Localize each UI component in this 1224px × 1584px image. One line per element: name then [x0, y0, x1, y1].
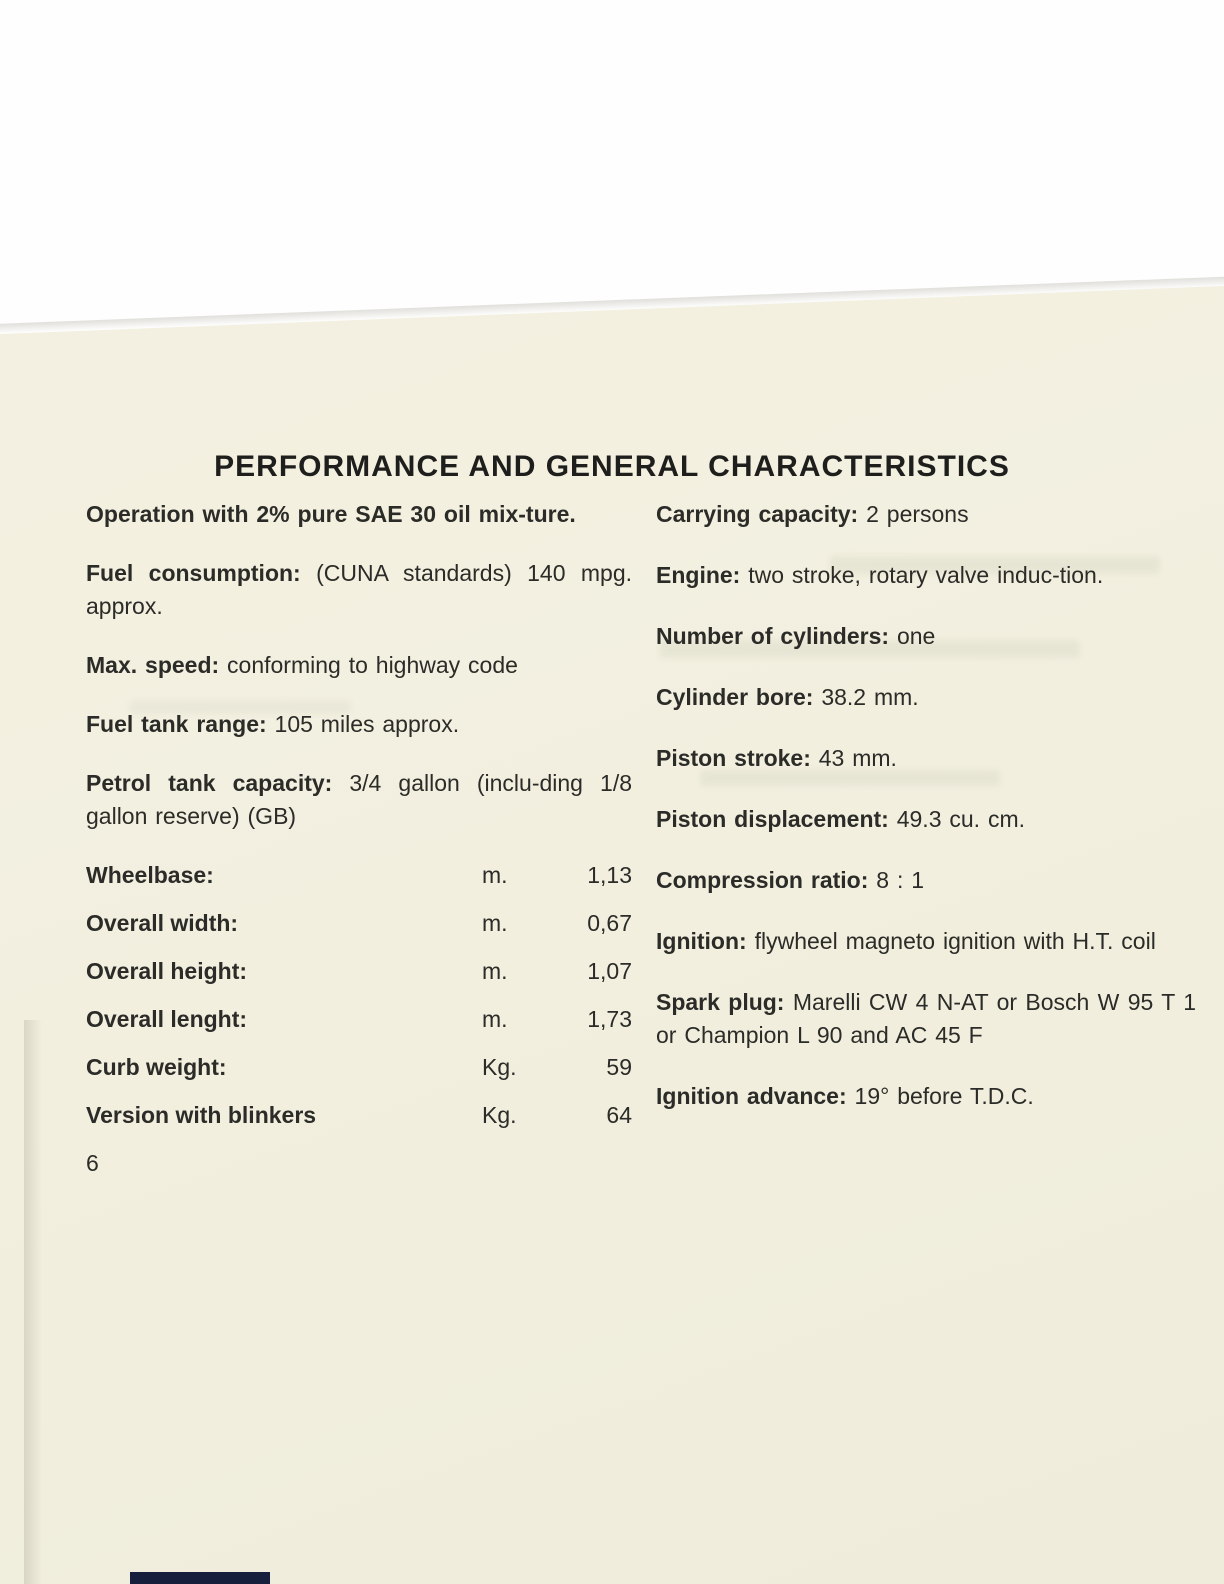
scan-artifact-line [130, 1572, 270, 1584]
spec-label: Petrol tank capacity: [86, 770, 333, 796]
spec-paragraph-max-speed [86, 649, 632, 682]
page-left-edge-shadow [24, 1020, 42, 1584]
spec-paragraph-cylinder-bore [656, 681, 1196, 714]
spec-text: 19° before T.D.C. [854, 1083, 1034, 1109]
spec-label: Ignition: [656, 928, 747, 954]
spec-paragraph-spark-plug [656, 986, 1196, 1052]
spec-paragraph-piston-displacement [656, 803, 1196, 836]
spec-label: Fuel consumption: [86, 560, 301, 586]
left-column [86, 498, 632, 1180]
spec-label: Ignition advance: [656, 1083, 847, 1109]
row-label: Overall height: [86, 958, 248, 984]
table-row [86, 955, 632, 988]
row-value: 59 [606, 1054, 632, 1080]
spec-label: Engine: [656, 562, 741, 588]
row-label: Wheelbase: [86, 862, 214, 888]
row-value: 1,07 [587, 958, 632, 984]
spec-paragraph-petrol-tank-capacity [86, 767, 632, 833]
row-unit: m. [482, 862, 508, 888]
row-unit: Kg. [482, 1054, 517, 1080]
row-label: Overall width: [86, 910, 239, 936]
spec-paragraph-number-of-cylinders [656, 620, 1196, 653]
spec-label: Fuel tank range: [86, 711, 267, 737]
spec-paragraph-oil-mixture [86, 498, 632, 531]
row-unit: m. [482, 958, 508, 984]
spec-label: Spark plug: [656, 989, 785, 1015]
spec-text: (CUNA standards) 140 mpg. approx. [86, 560, 633, 619]
spec-label: Operation with 2% pure SAE 30 oil mix-ture. [86, 501, 576, 527]
row-unit: Kg. [482, 1102, 517, 1128]
table-row [86, 1099, 632, 1132]
spec-text: 2 persons [866, 501, 969, 527]
spec-text: 3/4 gallon (inclu-ding 1/8 gallon reserve) (GB) [86, 770, 632, 829]
spec-paragraph-piston-stroke [656, 742, 1196, 775]
spec-paragraph-fuel-tank-range [86, 708, 632, 741]
spec-label: Carrying capacity: [656, 501, 859, 527]
table-row [86, 907, 632, 940]
row-label: Curb weight: [86, 1054, 227, 1080]
dimensions-table [86, 859, 632, 1132]
row-value: 1,73 [587, 1006, 632, 1032]
row-label: Overall lenght: [86, 1006, 248, 1032]
table-row [86, 1051, 632, 1084]
spec-label: Number of cylinders: [656, 623, 890, 649]
spec-text: 38.2 mm. [821, 684, 919, 710]
spec-label: Cylinder bore: [656, 684, 814, 710]
spec-paragraph-carrying-capacity [656, 498, 1196, 531]
row-label: Version with blinkers [86, 1102, 317, 1128]
table-row [86, 859, 632, 892]
spec-text: Marelli CW 4 N-AT or Bosch W 95 T 1 or Champion L 90 and AC 45 F [656, 989, 1196, 1048]
row-unit: m. [482, 1006, 508, 1032]
right-column [656, 498, 1196, 1141]
spec-label: Compression ratio: [656, 867, 869, 893]
spec-paragraph-compression-ratio [656, 864, 1196, 897]
spec-paragraph-fuel-consumption [86, 557, 632, 623]
spec-text: 43 mm. [818, 745, 897, 771]
spec-text: two stroke, rotary valve induc-tion. [748, 562, 1104, 588]
spec-label: Max. speed: [86, 652, 220, 678]
spec-paragraph-engine [656, 559, 1196, 592]
spec-text: one [896, 623, 936, 649]
spec-text: 105 miles approx. [274, 711, 460, 737]
page-number: 6 [86, 1150, 99, 1176]
spec-label: Piston stroke: [656, 745, 811, 771]
row-value: 64 [606, 1102, 632, 1128]
spec-label: Piston displacement: [656, 806, 889, 832]
spec-text: 8 : 1 [876, 867, 925, 893]
table-row [86, 1003, 632, 1036]
spec-text: 49.3 cu. cm. [896, 806, 1025, 832]
spec-text: flywheel magneto ignition with H.T. coil [754, 928, 1156, 954]
row-value: 1,13 [587, 862, 632, 888]
row-value: 0,67 [587, 910, 632, 936]
spec-paragraph-ignition [656, 925, 1196, 958]
spec-text: conforming to highway code [227, 652, 518, 678]
row-unit: m. [482, 910, 508, 936]
page-title: PERFORMANCE AND GENERAL CHARACTERISTICS [214, 450, 1010, 484]
spec-paragraph-ignition-advance [656, 1080, 1196, 1113]
